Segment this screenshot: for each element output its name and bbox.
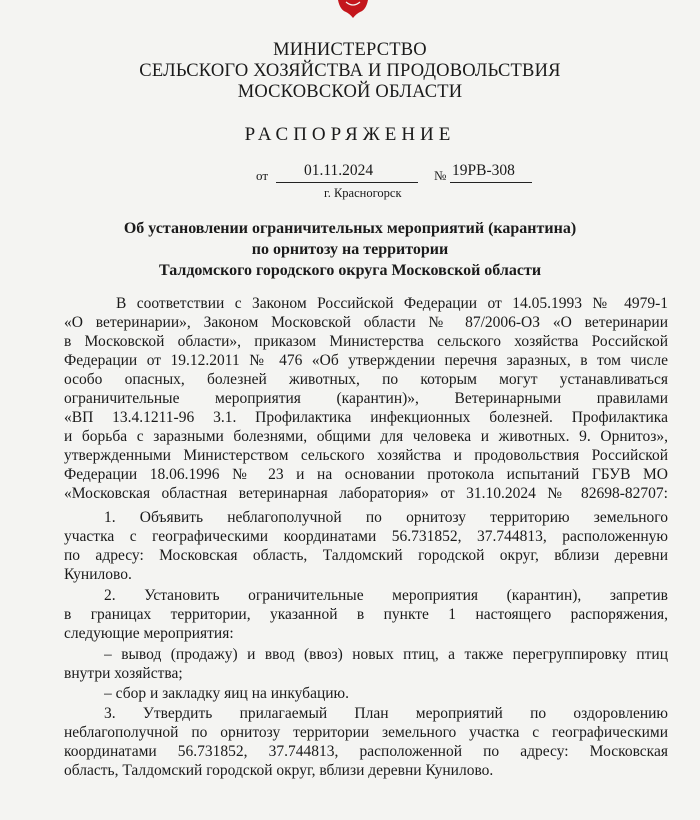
- document-date: 01.11.2024: [304, 162, 374, 179]
- ministry-line-3: МОСКОВСКОЙ ОБЛАСТИ: [237, 82, 463, 102]
- body-line: «Московская областная ветеринарная лаборатория» от 31.10.2024 № 82698-82707:: [64, 485, 668, 502]
- city: г. Красногорск: [324, 186, 402, 200]
- heading-line-2: по орнитозу на территории: [251, 241, 449, 258]
- body-line: «ВП 13.4.1211-96 3.1. Профилактика инфекционных болезней. Профилактика: [64, 409, 668, 426]
- item-1-line: 1. Объявить неблагополучной по орнитозу территорию земельного: [104, 509, 668, 526]
- item-2-line: 2. Установить ограничительные мероприятия (карантин), запретив: [104, 587, 668, 604]
- date-prefix: от: [256, 168, 269, 183]
- coat-of-arms-icon: [336, 0, 370, 18]
- ministry-line-2: СЕЛЬСКОГО ХОЗЯЙСТВА И ПРОДОВОЛЬСТВИЯ: [139, 61, 561, 81]
- dash-item-line: – вывод (продажу) и ввод (ввоз) новых птиц, а также перегруппировку птиц: [104, 646, 668, 663]
- ministry-line-1: МИНИСТЕРСТВО: [273, 40, 427, 60]
- item-3-line: область, Талдомский городской округ, вблизи деревни Кунилово.: [64, 762, 494, 779]
- dash-item-line: – сбор и закладку яиц на инкубацию.: [104, 685, 349, 702]
- item-2-line: в границах территории, указанной в пункте 1 настоящего распоряжения,: [64, 606, 668, 623]
- body-line: и борьба с заразными болезнями, общими для человека и животных. 9. Орнитоз»,: [64, 428, 668, 445]
- number-prefix: №: [434, 168, 447, 183]
- body-line: «О ветеринарии», Законом Московской области № 87/2006-ОЗ «О ветеринарии: [64, 314, 668, 331]
- body-line: В соответствии с Законом Российской Федерации от 14.05.1993 № 4979-1: [116, 295, 668, 312]
- date-underline: [276, 182, 418, 183]
- item-1-line: участка с географическими координатами 56.731852, 37.744813, расположенную: [64, 528, 668, 545]
- item-2-line: следующие мероприятия:: [64, 625, 234, 642]
- document-number: 19РВ-308: [452, 162, 515, 179]
- heading-line-1: Об установлении ограничительных мероприятий (карантина): [123, 220, 577, 237]
- item-1-line: по адресу: Московская область, Талдомский городской округ, вблизи деревни: [64, 547, 668, 564]
- body-line: утвержденными Министерством сельского хозяйства и продовольствия Российской: [64, 447, 668, 464]
- body-line: особо опасных, болезней животных, по которым могут устанавливаться: [64, 371, 668, 388]
- dash-item-line: внутри хозяйства;: [64, 665, 183, 682]
- item-1-line: Кунилово.: [64, 566, 132, 583]
- body-line: Федерации 18.06.1996 № 23 и на основании протокола испытаний ГБУВ МО: [64, 466, 668, 483]
- body-line: ограничительные мероприятия (карантин)», Ветеринарными правилами: [64, 390, 668, 407]
- body-line: Федерации от 19.12.2011 № 476 «Об утверждении перечня заразных, в том числе: [64, 352, 668, 369]
- document-type: РАСПОРЯЖЕНИЕ: [244, 124, 456, 145]
- item-3-line: 3. Утвердить прилагаемый План мероприятий по оздоровлению: [104, 705, 668, 722]
- number-underline: [450, 182, 532, 183]
- heading-line-3: Талдомского городского округа Московской области: [158, 262, 542, 279]
- body-line: в Московской области», приказом Министерства сельского хозяйства Российской: [64, 333, 668, 350]
- item-3-line: неблагополучной по орнитозу территории земельного участка с географическими: [64, 724, 668, 741]
- item-3-line: координатами 56.731852, 37.744813, расположенной по адресу: Московская: [64, 743, 668, 760]
